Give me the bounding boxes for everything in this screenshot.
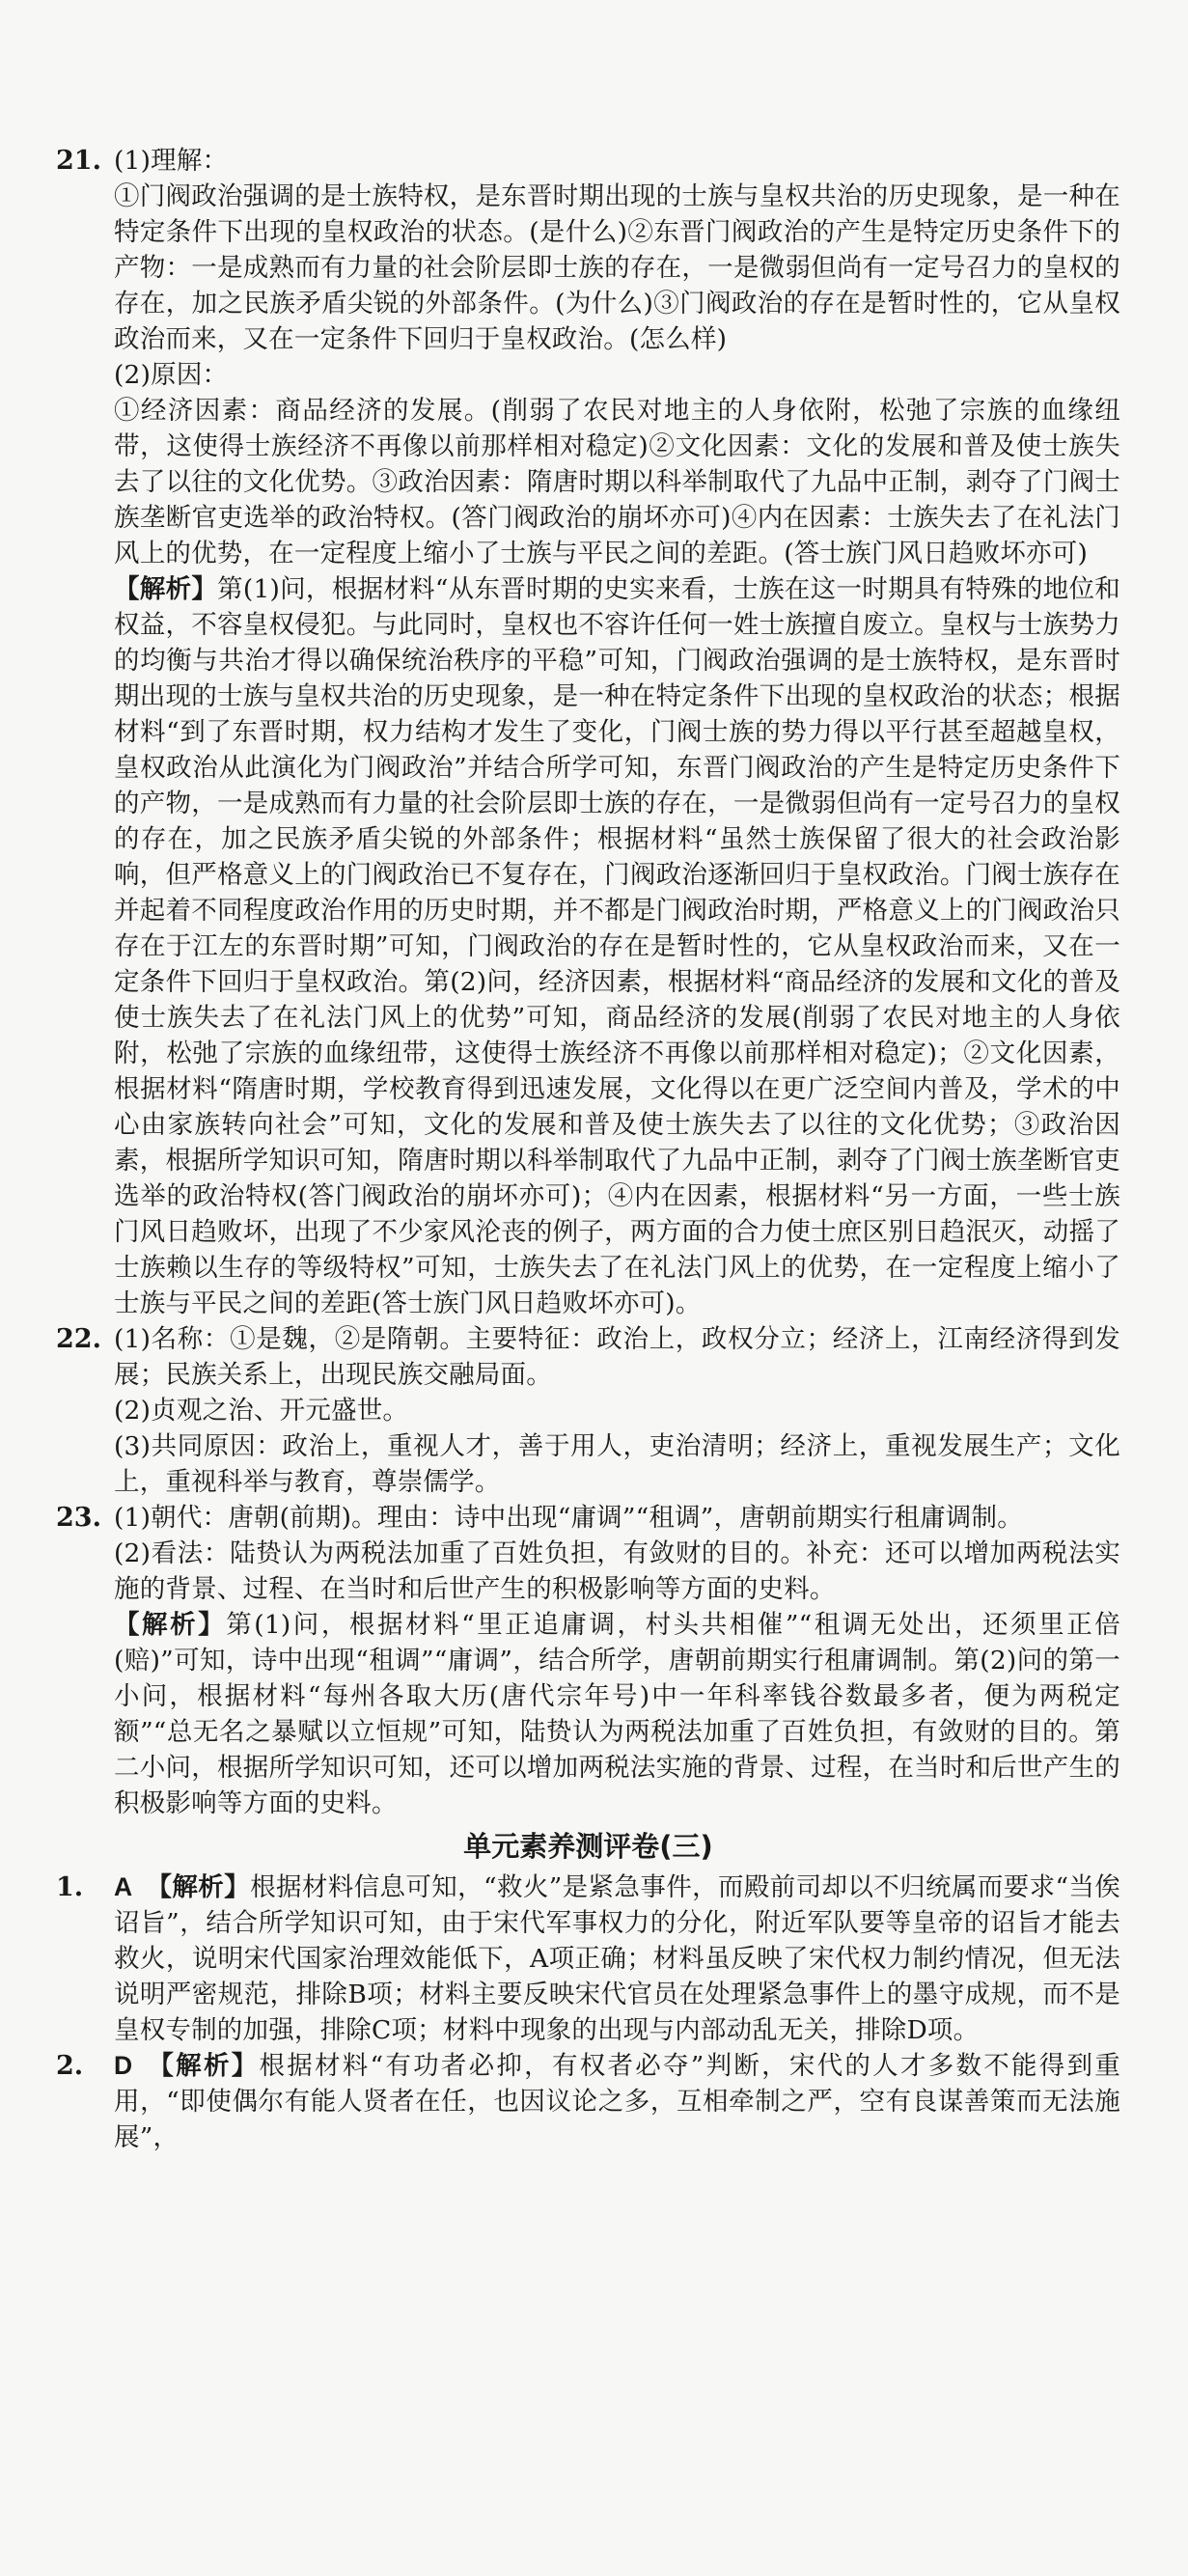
analysis-text: 第(1)问，根据材料“里正追庸调，村头共相催”“租调无处出，还须里正倍(赔)”可知，诗中出现“租调”“庸调”，结合所学，唐朝前期实行租庸调制。第(2)问的第一小问，根据材料“每州各取大历(唐代宗年号)中一年科率钱谷数最多者，便为两税定额”“总无名之暴赋以立恒规”可知，陆贽认为两税法加重了百姓负担，有敛财的目的。第二小问，根据所学知识可知，还可以增加两税法实施的背景、过程，在当时和后世产生的积极影响等方面的史料。 [114, 1610, 1120, 1818]
analysis-tag: 【解析】 [146, 2051, 260, 2081]
answer-choice: D [114, 2051, 133, 2080]
analysis-text: 第(1)问，根据材料“从东晋时期的史实来看，士族在这一时期具有特殊的地位和权益，不容皇权侵犯。与此同时，皇权也不容许任何一姓士族擅自废立。皇权与士族势力的均衡与共治才得以确保统治秩序的平稳”可知，门阀政治强调的是士族特权，是东晋时期出现的士族与皇权共治的历史现象，是一种在特定条件下出现的皇权政治的状态；根据材料“到了东晋时期，权力结构才发生了变化，门阀士族的势力得以平行甚至超越皇权，皇权政治从此演化为门阀政治”并结合所学可知，东晋门阀政治的产生是特定历史条件下的产物，一是成熟而有力量的社会阶层即士族的存在，一是微弱但尚有一定号召力的皇权的存在，加之民族矛盾尖锐的外部条件；根据材料“虽然士族保留了很大的社会政治影响，但严格意义上的门阀政治已不复存在，门阀政治逐渐回归于皇权政治。门阀士族存在并起着不同程度政治作用的历史时期，并不都是门阀政治时期，严格意义上的门阀政治只存在于江左的东晋时期”可知，门阀政治的存在是暂时性的，它从皇权政治而来，又在一定条件下回归于皇权政治。第(2)问，经济因素，根据材料“商品经济的发展和文化的普及使士族失去了在礼法门风上的优势”可知，商品经济的发展(削弱了农民对地主的人身依附，松弛了宗族的血缘纽带，这使得士族经济不再像以前那样相对稳定)；②文化因素，根据材料“隋唐时期，学校教育得到迅速发展，文化得以在更广泛空间内普及，学术的中心由家族转向社会”可知，文化的发展和普及使士族失去了以往的文化优势；③政治因素，根据所学知识可知，隋唐时期以科举制取代了九品中正制，剥夺了门阀士族垄断官吏选举的政治特权(答门阀政治的崩坏亦可)；④内在因素，根据材料“另一方面，一些士族门风日趋败坏，出现了不少家风沦丧的例子，两方面的合力使士庶区别日趋泯灭，动摇了士族赖以生存的等级特权”可知，士族失去了在礼法门风上的优势，在一定程度上缩小了士族与平民之间的差距(答士族门风日趋败坏亦可)。 [114, 574, 1120, 1318]
analysis-tag: 【解析】 [146, 1872, 251, 1902]
section-title: 单元素养测评卷(三) [463, 1830, 713, 1863]
analysis-tag: 【解析】 [114, 574, 218, 604]
question-2 [56, 2048, 1120, 2155]
answer-text: ①门阀政治强调的是士族特权，是东晋时期出现的士族与皇权共治的历史现象，是一种在特定条件下出现的皇权政治的状态。(是什么)②东晋门阀政治的产生是特定历史条件下的产物：一是成熟而有力量的社会阶层即士族的存在，一是微弱但尚有一定号召力的皇权的存在，加之民族矛盾尖锐的外部条件。(为什么)③门阀政治的存在是暂时性的，它从皇权政治而来，又在一定条件下回归于皇权政治。(怎么样) [114, 181, 1120, 354]
answer-text: (1)名称：①是魏，②是隋朝。主要特征：政治上，政权分立；经济上，江南经济得到发展；民族关系上，出现民族交融局面。 [114, 1324, 1120, 1390]
question-number: 22. [56, 1324, 101, 1354]
question-22 [56, 1321, 1120, 1500]
analysis-text: 根据材料信息可知，“救火”是紧急事件，而殿前司却以不归统属而要求“当俟诏旨”，结合所学知识可知，由于宋代军事权力的分化，附近军队要等皇帝的诏旨才能去救火，说明宋代国家治理效能低下，A项正确；材料虽反映了宋代权力制约情况，但无法说明严密规范，排除B项；材料主要反映宋代官员在处理紧急事件上的墨守成规，而不是皇权专制的加强，排除C项；材料中现象的出现与内部动乱无关，排除D项。 [114, 1872, 1120, 2045]
answer-text: (2)看法：陆贽认为两税法加重了百姓负担，有敛财的目的。补充：还可以增加两税法实施的背景、过程、在当时和后世产生的积极影响等方面的史料。 [114, 1538, 1120, 1604]
question-number: 23. [56, 1503, 101, 1533]
analysis-paragraph [114, 571, 1120, 1321]
answer-text: (1)朝代：唐朝(前期)。理由：诗中出现“庸调”“租调”，唐朝前期实行租庸调制。 [114, 1503, 1023, 1533]
answer-text: (2)贞观之治、开元盛世。 [114, 1396, 409, 1426]
question-21 [56, 143, 1120, 1321]
question-number: 1. [56, 1872, 84, 1902]
analysis-paragraph [114, 1607, 1120, 1821]
analysis-tag: 【解析】 [114, 1610, 227, 1640]
sub-question-label: (2)原因： [114, 360, 229, 390]
sub-question-label: (1)理解： [114, 146, 229, 176]
question-number: 2. [56, 2051, 84, 2081]
analysis-paragraph [114, 2048, 1120, 2155]
answer-text: (3)共同原因：政治上，重视人才，善于用人，吏治清明；经济上，重视发展生产；文化上，重视科举与教育，尊崇儒学。 [114, 1431, 1120, 1497]
question-1 [56, 1870, 1120, 2048]
answer-choice: A [114, 1872, 133, 1901]
question-23 [56, 1500, 1120, 1821]
analysis-paragraph [114, 1870, 1120, 2048]
answer-text: ①经济因素：商品经济的发展。(削弱了农民对地主的人身依附，松弛了宗族的血缘纽带，这使得士族经济不再像以前那样相对稳定)②文化因素：文化的发展和普及使士族失去了以往的文化优势。③政治因素：隋唐时期以科举制取代了九品中正制，剥夺了门阀士族垄断官吏选举的政治特权。(答门阀政治的崩坏亦可)④内在因素：士族失去了在礼法门风上的优势，在一定程度上缩小了士族与平民之间的差距。(答士族门风日趋败坏亦可) [114, 396, 1120, 568]
question-number: 21. [56, 146, 101, 176]
analysis-text: 根据材料“有功者必抑，有权者必夺”判断，宋代的人才多数不能得到重用，“即使偶尔有能人贤者在任，也因议论之多，互相牵制之严，空有良谋善策而无法施展”， [114, 2051, 1120, 2152]
